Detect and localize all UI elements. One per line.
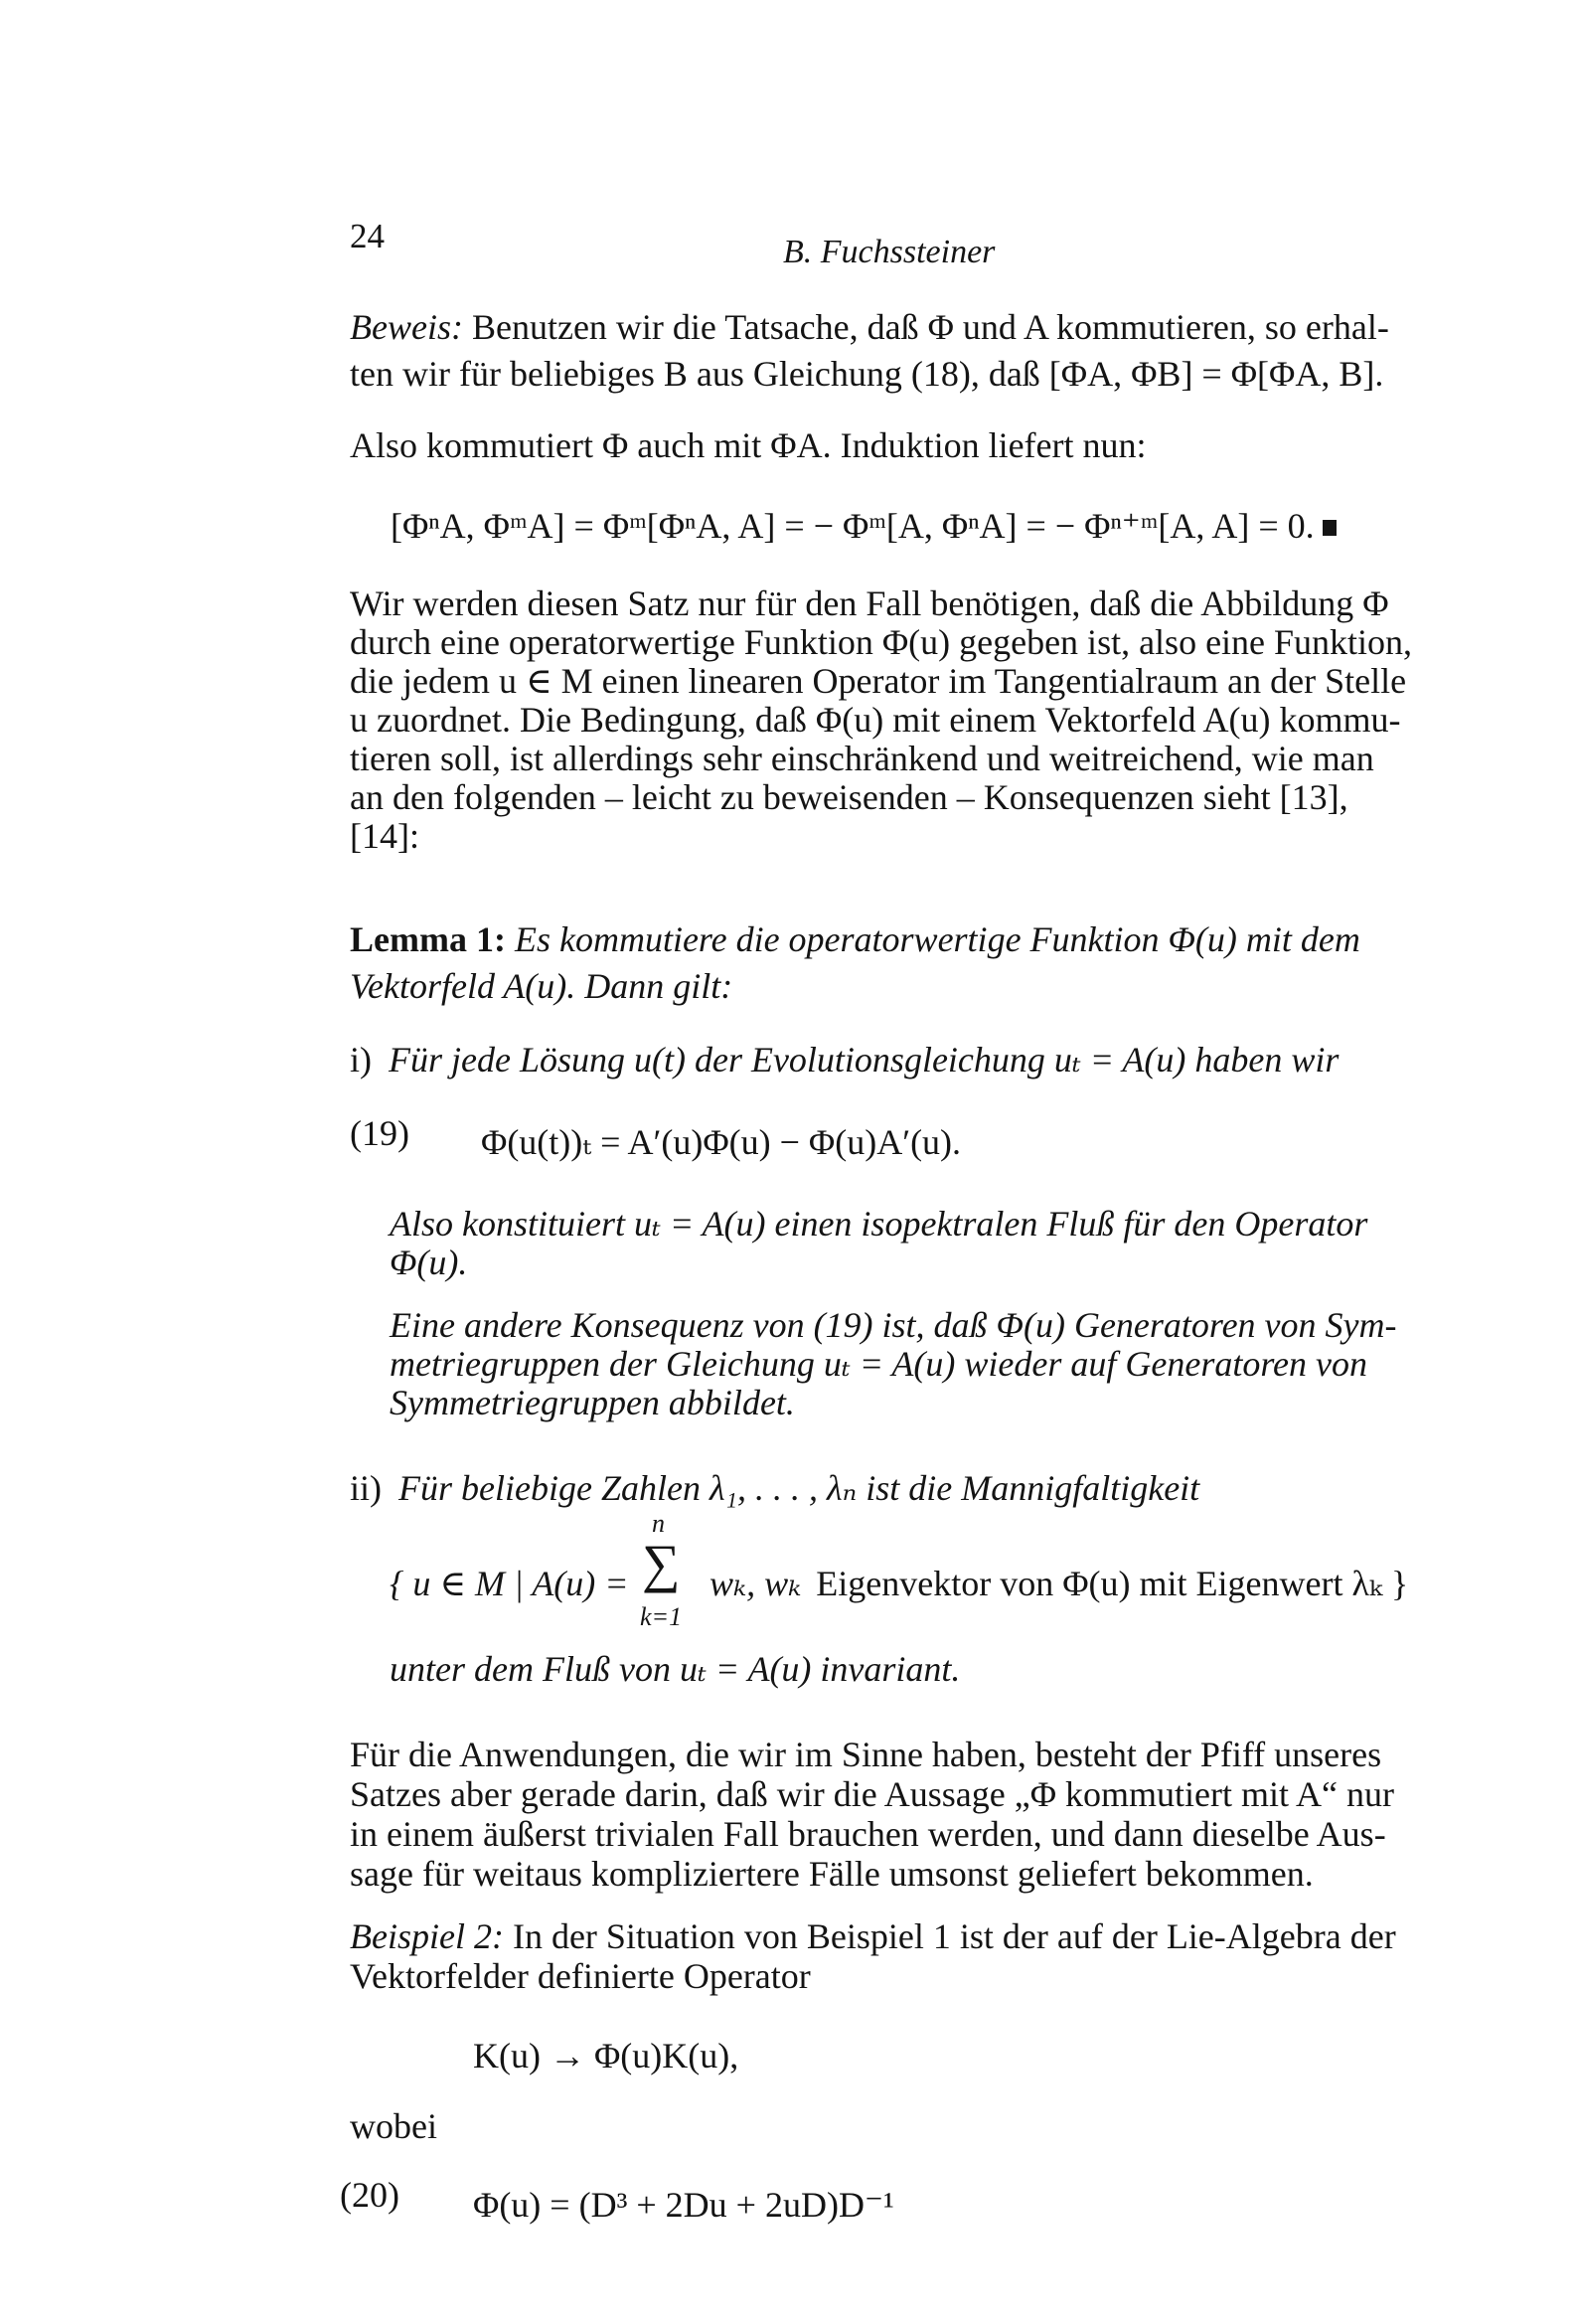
lemma-line-1: Es kommutiere die operatorwertige Funktion Φ(u) mit dem	[514, 919, 1360, 959]
item-i-note-2	[390, 1306, 1397, 1422]
paragraph-1-line: tieren soll, ist allerdings sehr einschränkend und weitreichend, wie man	[350, 739, 1374, 778]
paragraph-1	[350, 584, 1412, 856]
note-1-line: Φ(u).	[390, 1243, 468, 1282]
item-i-text: Für jede Lösung u(t) der Evolutionsgleichung uₜ = A(u) haben wir	[389, 1040, 1340, 1079]
item-i-marker: i)	[350, 1040, 372, 1079]
paragraph-1-line: u zuordnet. Die Bedingung, daß Φ(u) mit einem Vektorfeld A(u) kommu-	[350, 700, 1401, 740]
sum-symbol: ∑	[642, 1534, 681, 1593]
set-definition	[390, 1561, 629, 1607]
example-line-1: In der Situation von Beispiel 1 ist der auf der Lie-Algebra der	[512, 1916, 1396, 1956]
item-ii-marker: ii)	[350, 1468, 382, 1508]
proof-line-1: Benutzen wir die Tatsache, daß Φ und A kommutieren, so erhal-	[471, 307, 1389, 347]
induction-formula: [ΦⁿA, ΦᵐA] = Φᵐ[ΦⁿA, A] = − Φᵐ[A, ΦⁿA] = − Φⁿ⁺ᵐ[A, A] = 0.	[391, 506, 1315, 546]
item-ii-closing: unter dem Fluß von uₜ = A(u) invariant.	[390, 1649, 961, 1689]
set-text: Eigenvektor von Φ(u) mit Eigenwert λₖ }	[816, 1564, 1409, 1603]
item-ii-text: Für beliebige Zahlen λ₁, . . . , λₙ ist die Mannigfaltigkeit	[398, 1468, 1200, 1508]
note-2-line: Symmetriegruppen abbildet.	[390, 1383, 795, 1422]
paragraph-1-line: die jedem u ∈ M einen linearen Operator im Tangentialraum an der Stelle	[350, 661, 1407, 701]
set-terms: wₖ, wₖ	[710, 1564, 802, 1603]
item-i-note-1	[390, 1205, 1367, 1282]
example-paragraph	[350, 1916, 1396, 1996]
set-body	[710, 1561, 1408, 1607]
item-i	[350, 1037, 1339, 1083]
lemma-label: Lemma 1:	[350, 919, 506, 959]
proof-line-2: ten wir für beliebiges B aus Gleichung (18), daß [ΦA, ΦB] = Φ[ΦA, B].	[350, 354, 1384, 394]
set-open: { u ∈ M | A(u) =	[390, 1564, 629, 1603]
paragraph-2-line: Für die Anwendungen, die wir im Sinne haben, besteht der Pfiff unseres	[350, 1735, 1382, 1774]
equation-20-number: (20)	[340, 2175, 399, 2215]
sum-upper-limit: n	[652, 1509, 665, 1538]
proof-paragraph	[350, 304, 1389, 398]
sum-lower-limit: k=1	[640, 1602, 683, 1631]
paragraph-2-line: in einem äußerst trivialen Fall brauchen werden, und dann dieselbe Aus-	[350, 1814, 1386, 1854]
equation-20: Φ(u) = (D³ + 2Du + 2uD)D⁻¹	[473, 2185, 894, 2225]
paragraph-1-line: Wir werden diesen Satz nur für den Fall benötigen, daß die Abbildung Φ	[350, 583, 1389, 623]
note-2-line: Eine andere Konsequenz von (19) ist, daß Φ(u) Generatoren von Sym-	[390, 1305, 1397, 1345]
lemma-line-2: Vektorfeld A(u). Dann gilt:	[350, 966, 733, 1006]
equation-19: Φ(u(t))ₜ = A′(u)Φ(u) − Φ(u)A′(u).	[481, 1122, 962, 1162]
note-1-line: Also konstituiert uₜ = A(u) einen isopektralen Fluß für den Operator	[390, 1204, 1368, 1244]
qed-square-icon	[1323, 520, 1337, 536]
example-line-2: Vektorfelder definierte Operator	[350, 1956, 811, 1996]
example-label: Beispiel 2:	[350, 1916, 504, 1956]
paragraph-2	[350, 1735, 1394, 1894]
wobei-word: wobei	[350, 2106, 437, 2146]
proof-label: Beweis:	[350, 307, 463, 347]
paragraph-1-line: [14]:	[350, 816, 419, 856]
paragraph-2-line: Satzes aber gerade darin, daß wir die Aussage „Φ kommutiert mit A“ nur	[350, 1774, 1394, 1814]
item-ii	[350, 1465, 1199, 1512]
lemma-statement	[350, 916, 1360, 1010]
operator-formula: K(u) → Φ(u)K(u),	[473, 2036, 739, 2075]
paragraph-1-line: an den folgenden – leicht zu beweisenden – Konsequenzen sieht [13],	[350, 777, 1348, 817]
note-2-line: metriegruppen der Gleichung uₜ = A(u) wieder auf Generatoren von	[390, 1344, 1367, 1384]
induction-line: Also kommutiert Φ auch mit ΦA. Induktion liefert nun:	[350, 425, 1147, 465]
running-header-author: B. Fuchssteiner	[783, 234, 996, 270]
page-number: 24	[350, 217, 385, 255]
paragraph-1-line: durch eine operatorwertige Funktion Φ(u) gegeben ist, also eine Funktion,	[350, 622, 1413, 662]
induction-formula-row	[391, 505, 1337, 547]
paragraph-2-line: sage für weitaus kompliziertere Fälle umsonst geliefert bekommen.	[350, 1854, 1314, 1894]
equation-19-number: (19)	[350, 1113, 409, 1153]
